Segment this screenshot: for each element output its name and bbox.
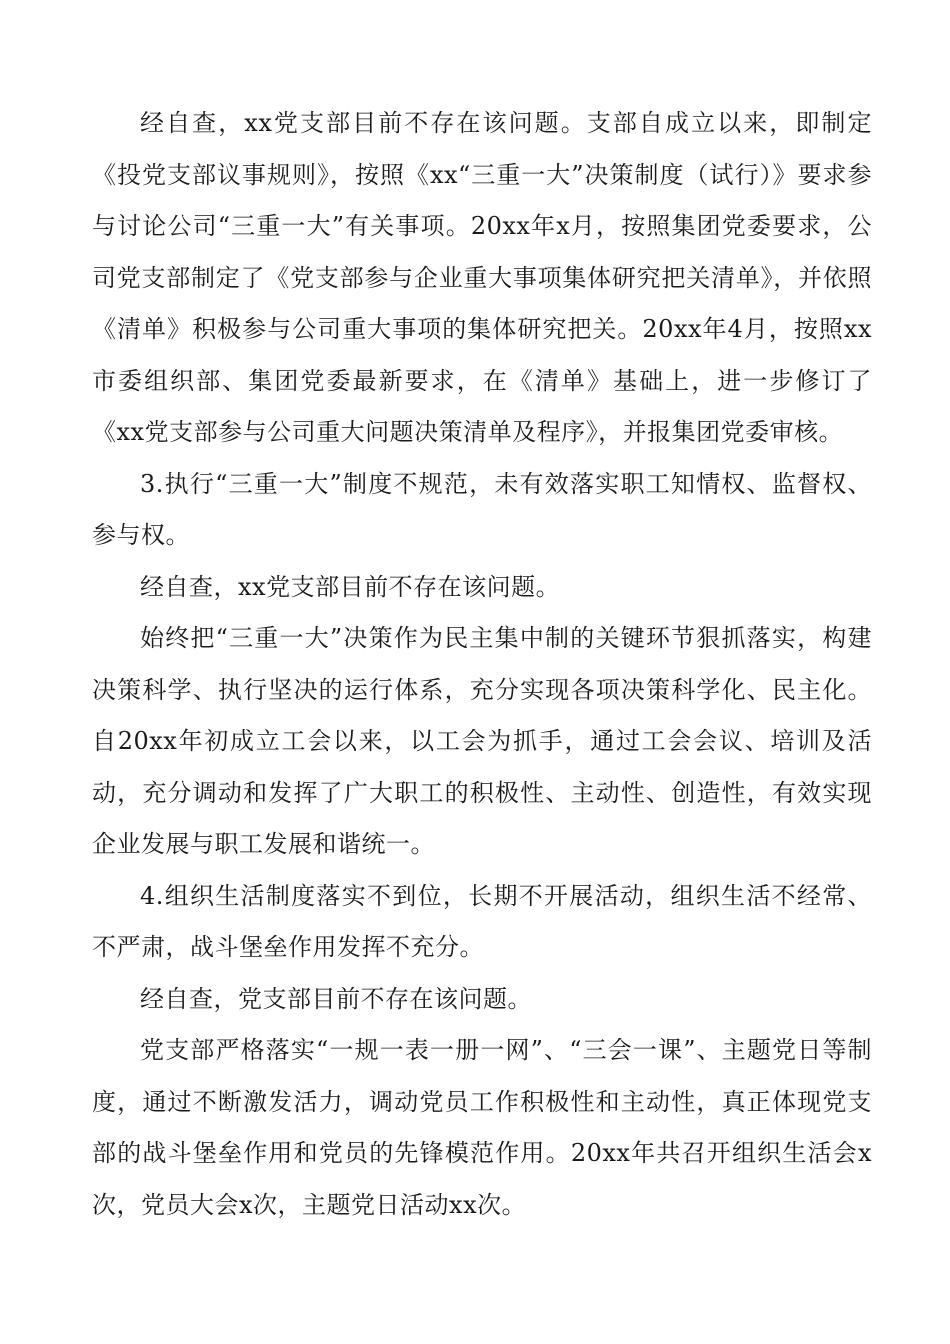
paragraph-self-check-decision-rules: 经自查，xx党支部目前不存在该问题。支部自成立以来，即制定《投党支部议事规则》，按照《xx“三重一大”决策制度（试行）》要求参与讨论公司“三重一大”有关事项。20xx年x月，按照集团党委要求，公司党支部制定了《党支部参与企业重大事项集体研究把关清单》，并依照《清单》积极参与公司重大事项的集体研究把关。20xx年4月，按照xx市委组织部、集团党委最新要求，在《清单》基础上，进一步修订了《xx党支部参与公司重大问题决策清单及程序》，并报集团党委审核。 bbox=[92, 109, 872, 446]
paragraph-union-practice: 始终把“三重一大”决策作为民主集中制的关键环节狠抓落实，构建决策科学、执行坚决的运行体系，充分实现各项决策科学化、民主化。自20xx年初成立工会以来，以工会为抓手，通过工会会议、培训及活动，充分调动和发挥了广大职工的积极性、主动性、创造性，有效实现企业发展与职工发展和谐统一。 bbox=[92, 624, 872, 858]
paragraph-self-check-issue-3: 经自查，xx党支部目前不存在该问题。 bbox=[140, 572, 561, 601]
paragraph-self-check-issue-4: 经自查，党支部目前不存在该问题。 bbox=[140, 984, 532, 1013]
paragraph-organization-life: 党支部严格落实“一规一表一册一网”、“三会一课”、主题党日等制度，通过不断激发活力，调动党员工作积极性和主动性，真正体现党支部的战斗堡垒作用和党员的先锋模范作用。20xx年共召开组织生活会x次，党员大会x次，主题党日活动xx次。 bbox=[92, 1036, 872, 1219]
document-body bbox=[92, 98, 872, 1231]
paragraph-issue-4-heading: 4.组织生活制度落实不到位，长期不开展活动，组织生活不经常、不严肃，战斗堡垒作用发挥不充分。 bbox=[92, 881, 872, 961]
paragraph-issue-3-heading: 3.执行“三重一大”制度不规范，未有效落实职工知情权、监督权、参与权。 bbox=[92, 469, 872, 549]
